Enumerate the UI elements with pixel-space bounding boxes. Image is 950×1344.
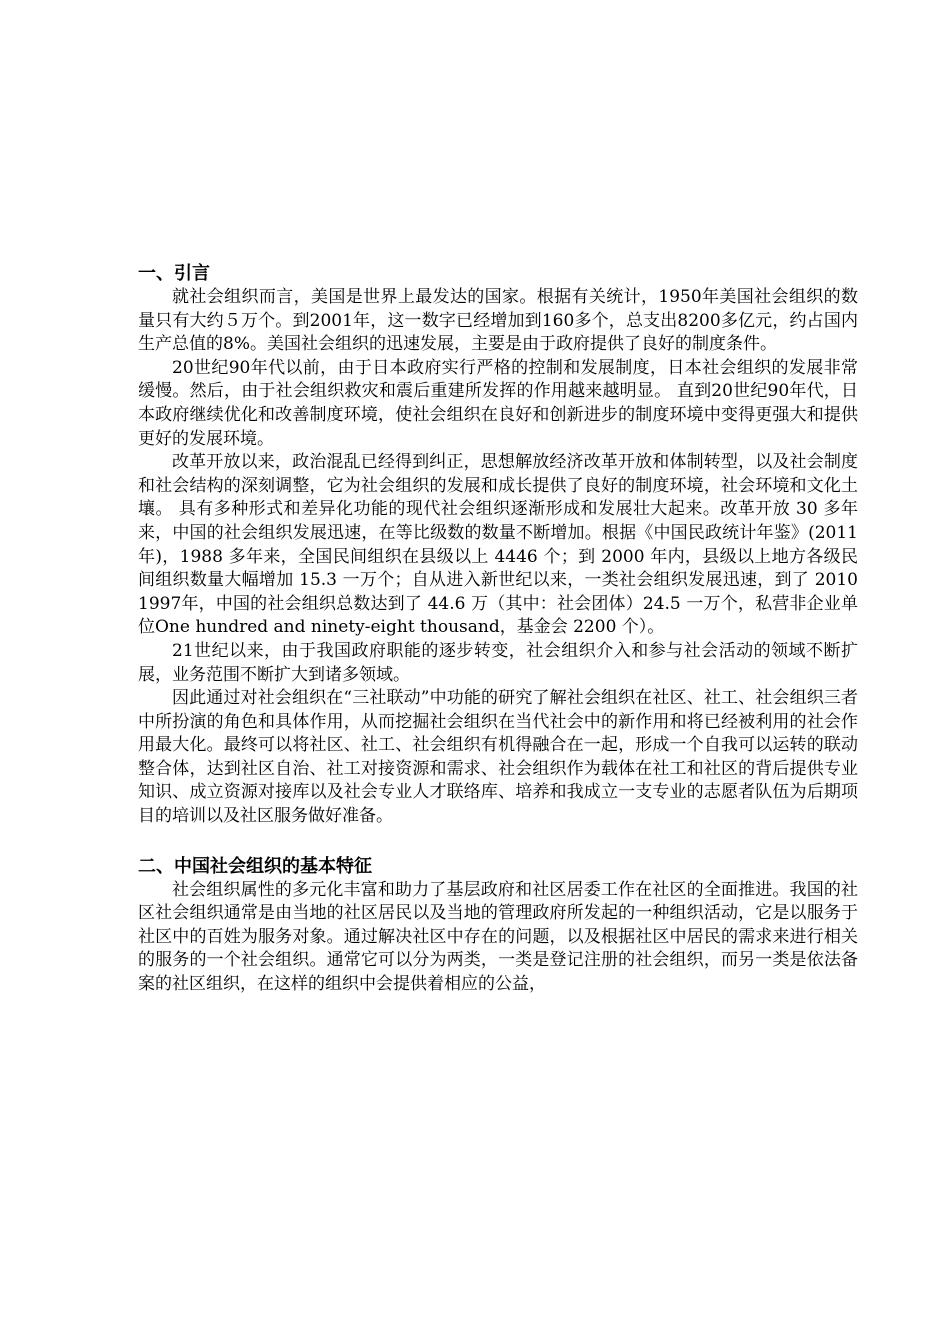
document-body [138,262,858,997]
paragraph: 就社会组织而言，美国是世界上最发达的国家。根据有关统计，1950年美国社会组织的数量只有大约５万个。到2001年，这一数字已经增加到160多个，总支出8200多亿元，约占国内生产总值的8%。美国社会组织的迅速发展，主要是由于政府提供了良好的制度条件。 [138,287,858,355]
paragraph: 21世纪以来，由于我国政府职能的逐步转变，社会组织介入和参与社会活动的领域不断扩展，业务范围不断扩大到诸多领域。 [138,640,858,685]
section-heading: 二、中国社会组织的基本特征 [138,855,372,877]
section-spacer [138,829,858,855]
paragraph: 20世纪90年代以前，由于日本政府实行严格的控制和发展制度，日本社会组织的发展非常缓慢。然后，由于社会组织救灾和震后重建所发挥的作用越来越明显。 直到20世纪90年代，日本政府继续优化和改善制度环境，使社会组织在良好和创新进步的制度环境中变得更强大和提供更好的发展环境。 [138,357,858,449]
section-introduction [138,262,858,829]
paragraph: 因此通过对社会组织在“三社联动”中功能的研究了解社会组织在社区、社工、社会组织三者中所扮演的角色和具体作用，从而挖掘社会组织在当代社会中的新作用和将已经被利用的社会作用最大化。最终可以将社区、社工、社会组织有机得融合在一起，形成一个自我可以运转的联动整合体，达到社区自治、社工对接资源和需求、社会组织作为载体在社工和社区的背后提供专业知识、成立资源对接库以及社会专业人才联络库、培养和我成立一支专业的志愿者队伍为后期项目的培训以及社区服务做好准备。 [138,688,858,827]
paragraph: 改革开放以来，政治混乱已经得到纠正，思想解放经济改革开放和体制转型，以及社会制度和社会结构的深刻调整，它为社会组织的发展和成长提供了良好的制度环境，社会环境和文化土壤。 具有多种形式和差异化功能的现代社会组织逐渐形成和发展壮大起来。改革开放 30 多年来，中国的社会组织发展迅速，在等比级数的数量不断增加。根据《中国民政统计年鉴》(2011年)，1988 多年来，全国民间组织在县级以上 4446 个；到 2000 年内，县级以上地方各级民间组织数量大幅增加 15.3 一万个；自从进入新世纪以来，一类社会组织发展迅速，到了 2010 1997年，中国的社会组织总数达到了 44.6 万（其中：社会团体）24.5 一万个，私营非企业单位One hundred and ninety-eight thousand，基金会 2200 个）。 [138,452,858,638]
section-heading: 一、引言 [138,263,210,284]
section-basic-characteristics [138,855,858,997]
paragraph: 社会组织属性的多元化丰富和助力了基层政府和社区居委工作在社区的全面推进。我国的社区社会组织通常是由当地的社区居民以及当地的管理政府所发起的一种组织活动，它是以服务于社区中的百姓为服务对象。通过解决社区中存在的问题，以及根据社区中居民的需求来进行相关的服务的一个社会组织。通常它可以分为两类，一类是登记注册的社会组织，而另一类是依法备案的社区组织，在这样的组织中会提供着相应的公益， [138,879,858,995]
